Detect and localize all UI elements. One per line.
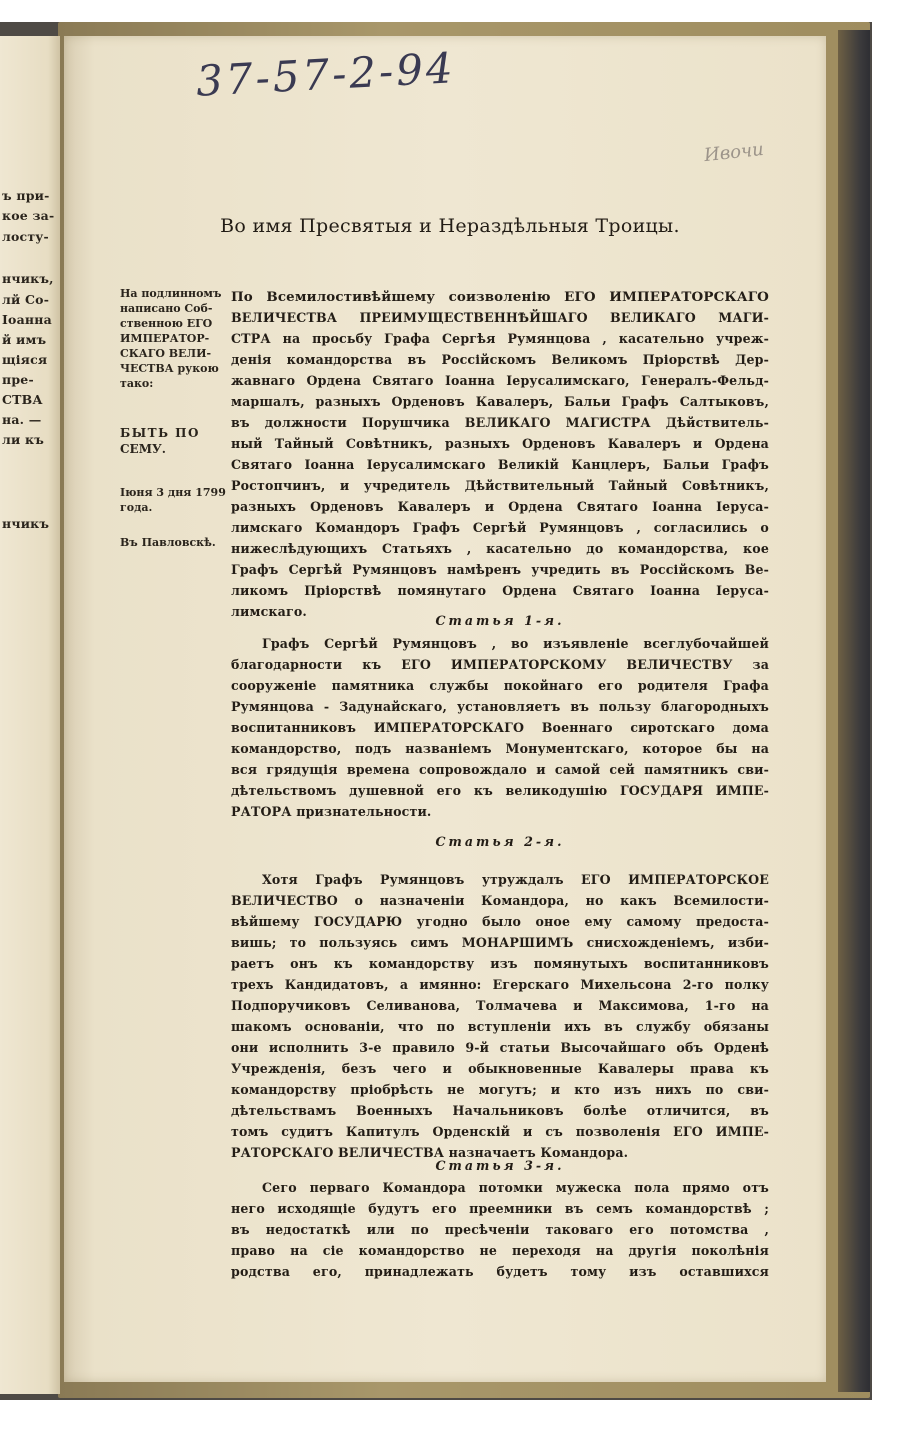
text-line: въ должности Порушчика ВЕЛИКАГО МАГИСТРА Дѣйствитель- — [231, 415, 769, 430]
text-line: Святаго Іоанна Іерусалимскаго Великій Канцлеръ, Бальи Графъ — [231, 457, 769, 472]
left-page-line: щіяся — [2, 352, 48, 367]
text-line: дѣтельствомъ душевной его къ великодушію ГОСУДАРЯ ИМПЕ- — [231, 783, 769, 798]
text-line: разныхъ Орденовъ Кавалеръ и Ордена Святаго Іоанна Іеруса- — [231, 499, 769, 514]
text-line: ликомъ Пріорствѣ помянутаго Ордена Святаго Іоанна Іеруса- — [231, 583, 769, 598]
text-line: Хотя Графъ Румянцовъ утруждалъ ЕГО ИМПЕРАТОРСКОЕ — [262, 872, 769, 887]
margin-note-line: Іюня 3 дня 1799 — [120, 486, 226, 499]
handwritten-number: 37-57-2-94 — [194, 43, 457, 106]
margin-note-line: ИМПЕРАТОР- — [120, 332, 210, 345]
left-page-line: лй Со- — [2, 292, 50, 307]
text-line: командорству пріобрѣсть не могутъ; и кто изъ нихъ по сви- — [231, 1082, 769, 1097]
left-page-line: нчикъ — [2, 516, 50, 531]
left-page-line: ъ при- — [2, 188, 50, 203]
text-line: вишь; то пользуясь симъ МОНАРШИМЪ снисхожденіемъ, изби- — [231, 935, 769, 950]
text-line: шакомъ основаніи, что по вступленіи ихъ въ службу обязаны — [231, 1019, 769, 1034]
text-line: вся грядущія времена сопровождало и самой сей памятникъ сви- — [231, 762, 769, 777]
margin-note-line: ственною ЕГО — [120, 317, 213, 330]
margin-note-line: БЫТЬ ПО — [120, 426, 200, 440]
margin-note-line: СЕМУ. — [120, 442, 166, 456]
margin-note-line: года. — [120, 501, 153, 514]
text-line: Учрежденія, безъ чего и обыкновенные Кавалеры права къ — [231, 1061, 769, 1076]
text-line: Графъ Сергѣй Румянцовъ , во изъявленіе всеглубочайшей — [262, 636, 769, 651]
text-line: Графъ Сергѣй Румянцовъ намѣренъ учредить въ Россійскомъ Ве- — [231, 562, 769, 577]
article-heading: Статья 3-я. — [435, 1158, 565, 1173]
left-page-line: пре- — [2, 372, 34, 387]
text-line: ВЕЛИЧЕСТВА ПРЕИМУЩЕСТВЕННѢЙШАГО ВЕЛИКАГО МАГИ- — [231, 310, 769, 325]
text-line: воспитанниковъ ИМПЕРАТОРСКАГО Военнаго сиротскаго дома — [231, 720, 769, 735]
left-page-line: й имъ — [2, 332, 47, 347]
text-line: право на сіе командорство не переходя на другія поколѣнія — [231, 1243, 769, 1258]
text-line: Румянцова - Задунайскаго, установляетъ въ пользу благородныхъ — [231, 699, 769, 714]
left-page-line: Іоанна — [2, 312, 52, 327]
left-page-line: на. — — [2, 412, 42, 427]
text-line: въ недостаткѣ или по пресѣченіи таковаго его потомства , — [231, 1222, 769, 1237]
text-line: вѣйшему ГОСУДАРЮ угодно было оное ему самому предоста- — [231, 914, 769, 929]
text-line: раетъ онъ къ командорству изъ помянутыхъ воспитанниковъ — [231, 956, 769, 971]
text-line: командорство, подъ названіемъ Монументскаго, которое бы на — [231, 741, 769, 756]
text-line: дѣтельствамъ Военныхъ Начальниковъ болѣе отличится, въ — [231, 1103, 769, 1118]
text-line: ный Тайный Совѣтникъ, разныхъ Орденовъ Кавалеръ и Ордена — [231, 436, 769, 451]
handwritten-faint-note: Ивочи — [703, 138, 765, 167]
margin-note-line: написано Соб- — [120, 302, 213, 315]
left-page-line: лосту- — [2, 229, 49, 244]
document-heading: Во имя Пресвятыя и Нераздѣльныя Троицы. — [220, 215, 680, 237]
text-line: родства его, принадлежать будетъ тому изъ оставшихся — [231, 1264, 769, 1279]
left-page-line: нчикъ, — [2, 271, 54, 286]
text-line: денія командорства въ Россійскомъ Великомъ Пріорствѣ Дер- — [231, 352, 769, 367]
text-line: жавнаго Ордена Святаго Іоанна Іерусалимскаго, Генералъ-Фельд- — [231, 373, 769, 388]
text-line: СТРА на просьбу Графа Сергѣя Румянцова , касательно учреж- — [231, 331, 769, 346]
margin-note-line: ЧЕСТВА рукою — [120, 362, 219, 375]
text-line: лимскаго Командоръ Графъ Сергѣй Румянцовъ , согласились о — [231, 520, 769, 535]
text-line: нижеслѣдующихъ Статьяхъ , касательно до командорства, кое — [231, 541, 769, 556]
text-line: По Всемилостивѣйшему соизволенію ЕГО ИМПЕРАТОРСКАГО — [231, 289, 769, 305]
text-line: ВЕЛИЧЕСТВО о назначеніи Командора, но какъ Всемилости- — [231, 893, 769, 908]
article-heading: Статья 2-я. — [435, 834, 565, 849]
left-page-line: ли къ — [2, 432, 45, 447]
margin-note-line: СКАГО ВЕЛИ- — [120, 347, 212, 360]
margin-note-line: На подлинномъ — [120, 287, 222, 300]
article-heading: Статья 1-я. — [435, 613, 565, 628]
text-line: него исходящіе будутъ его преемники въ семъ командорствѣ ; — [231, 1201, 769, 1216]
text-line: Ростопчинъ, и учредитель Дѣйствительный Тайный Совѣтникъ, — [231, 478, 769, 493]
left-page-line: кое за- — [2, 208, 55, 223]
text-line: томъ судитъ Капитулъ Орденскій и съ позволенія ЕГО ИМПЕ- — [231, 1124, 769, 1139]
text-line: Сего перваго Командора потомки мужеска пола прямо отъ — [262, 1180, 769, 1195]
margin-note-line: тако: — [120, 377, 154, 390]
text-line: РАТОРСКАГО ВЕЛИЧЕСТВА назначаетъ Командора. — [231, 1145, 629, 1160]
text-line: лимскаго. — [231, 604, 307, 619]
text-line: трехъ Кандидатовъ, а имянно: Егерскаго Михельсона 2-го полку — [231, 977, 769, 992]
text-line: маршалъ, разныхъ Орденовъ Кавалеръ, Бальи Графъ Салтыковъ, — [231, 394, 769, 409]
text-line: сооруженіе памятника службы покойнаго его родителя Графа — [231, 678, 769, 693]
text-line: они исполнить 3-е правило 9-й статьи Высочайшаго объ Орденѣ — [231, 1040, 769, 1055]
margin-note-line: Въ Павловскѣ. — [120, 536, 216, 549]
left-page — [0, 36, 60, 1394]
text-line: Подпоручиковъ Селиванова, Толмачева и Максимова, 1-го на — [231, 998, 769, 1013]
text-line: благодарности къ ЕГО ИМПЕРАТОРСКОМУ ВЕЛИЧЕСТВУ за — [231, 657, 769, 672]
left-page-line: СТВА — [2, 392, 43, 407]
text-line: РАТОРА признательности. — [231, 804, 432, 819]
